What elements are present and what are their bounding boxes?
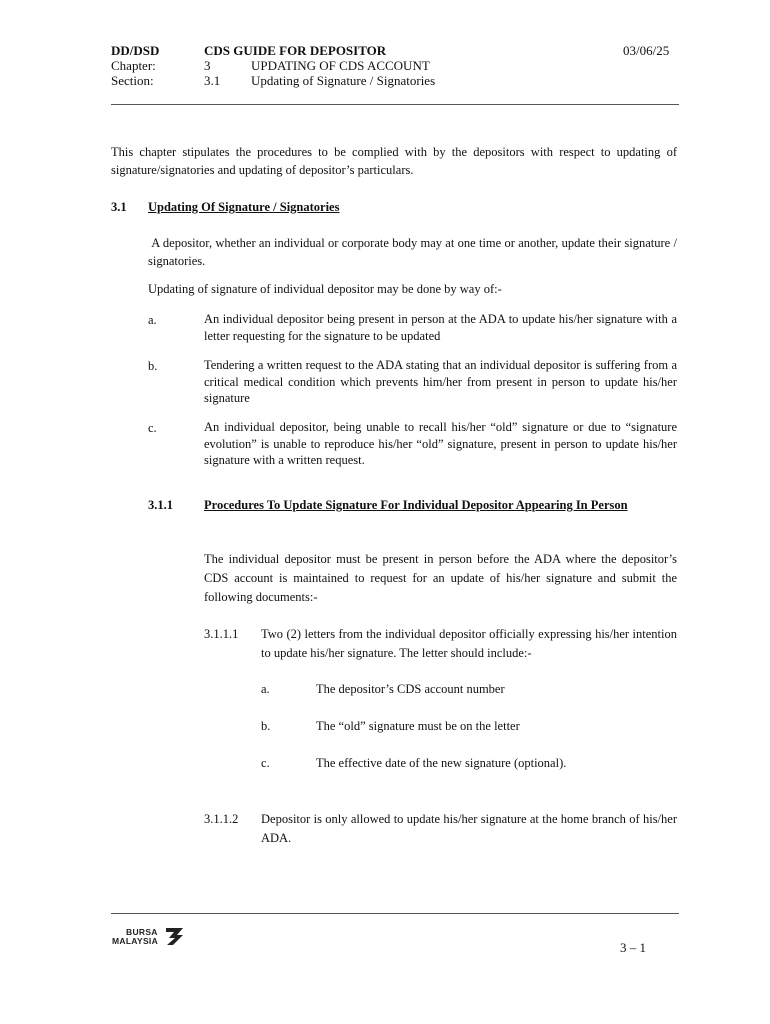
section-3-1-number: 3.1 bbox=[111, 200, 127, 214]
list-item-label: b. bbox=[261, 719, 271, 733]
header-doc-title: CDS GUIDE FOR DEPOSITOR bbox=[204, 43, 387, 58]
list-item-text: The effective date of the new signature (optional). bbox=[316, 756, 567, 770]
header-chapter-label: Chapter: bbox=[111, 58, 156, 73]
logo-mark-icon bbox=[164, 925, 186, 947]
header-org: DD/DSD bbox=[111, 43, 160, 58]
section-3-1-1-paragraph: The individual depositor must be present in person before the ADA where the depositor’s CDS account is maintained to request for an update of his/her signature and submit the following documents:- bbox=[204, 552, 677, 604]
list-item-label: c. bbox=[261, 756, 270, 770]
list-item-text: An individual depositor being present in person at the ADA to update his/her signature with a letter requesting for the signature to be updated bbox=[204, 312, 677, 343]
header-section-label: Section: bbox=[111, 73, 154, 88]
list-item-label: b. bbox=[148, 359, 158, 373]
page-number: 3 – 1 bbox=[620, 940, 646, 955]
logo-text-line-1: BURSA bbox=[126, 927, 158, 937]
list-item-label: a. bbox=[148, 313, 157, 327]
subsection-3-1-1-2-number: 3.1.1.2 bbox=[204, 812, 239, 826]
list-item-label: a. bbox=[261, 682, 270, 696]
list-item-text: The “old” signature must be on the letter bbox=[316, 719, 520, 733]
section-3-1-paragraph-2: Updating of signature of individual depositor may be done by way of:- bbox=[148, 282, 502, 296]
subsection-3-1-1-1-number: 3.1.1.1 bbox=[204, 627, 239, 641]
header-chapter-no: 3 bbox=[204, 58, 211, 73]
section-3-1-1-number: 3.1.1 bbox=[148, 498, 173, 512]
header-section-no: 3.1 bbox=[204, 73, 221, 88]
logo-text-line-2: MALAYSIA bbox=[112, 936, 159, 946]
section-3-1-1-title: Procedures To Update Signature For Individual Depositor Appearing In Person bbox=[204, 498, 628, 512]
list-item-label: c. bbox=[148, 421, 157, 435]
header-date: 03/06/25 bbox=[623, 43, 670, 58]
subsection-3-1-1-1-text: Two (2) letters from the individual depositor officially expressing his/her intention to update his/her signature. The letter should include:- bbox=[261, 627, 677, 660]
list-item-text: An individual depositor, being unable to recall his/her “old” signature or due to “signature evolution” is unable to reproduce his/her “old” signature, present in person to update his/her signature with a written request. bbox=[204, 420, 677, 467]
header-divider bbox=[111, 104, 679, 105]
bursa-malaysia-logo bbox=[112, 925, 186, 947]
list-item-text: Tendering a written request to the ADA stating that an individual depositor is suffering from a critical medical condition which prevents him/her from present in person to update his/her signature bbox=[204, 358, 677, 405]
section-3-1-paragraph-1: A depositor, whether an individual or corporate body may at one time or another, update their signature / signatories. bbox=[148, 236, 677, 268]
intro-paragraph: This chapter stipulates the procedures to be complied with by the depositors with respect to updating of signature/signatories and updating of depositor’s particulars. bbox=[111, 145, 677, 177]
section-3-1-title: Updating Of Signature / Signatories bbox=[148, 200, 340, 214]
subsection-3-1-1-2-text: Depositor is only allowed to update his/her signature at the home branch of his/her ADA. bbox=[261, 812, 677, 845]
list-item-text: The depositor’s CDS account number bbox=[316, 682, 505, 696]
header-chapter-title: UPDATING OF CDS ACCOUNT bbox=[251, 58, 430, 73]
header-section-title: Updating of Signature / Signatories bbox=[251, 73, 436, 88]
footer-divider bbox=[111, 913, 679, 914]
